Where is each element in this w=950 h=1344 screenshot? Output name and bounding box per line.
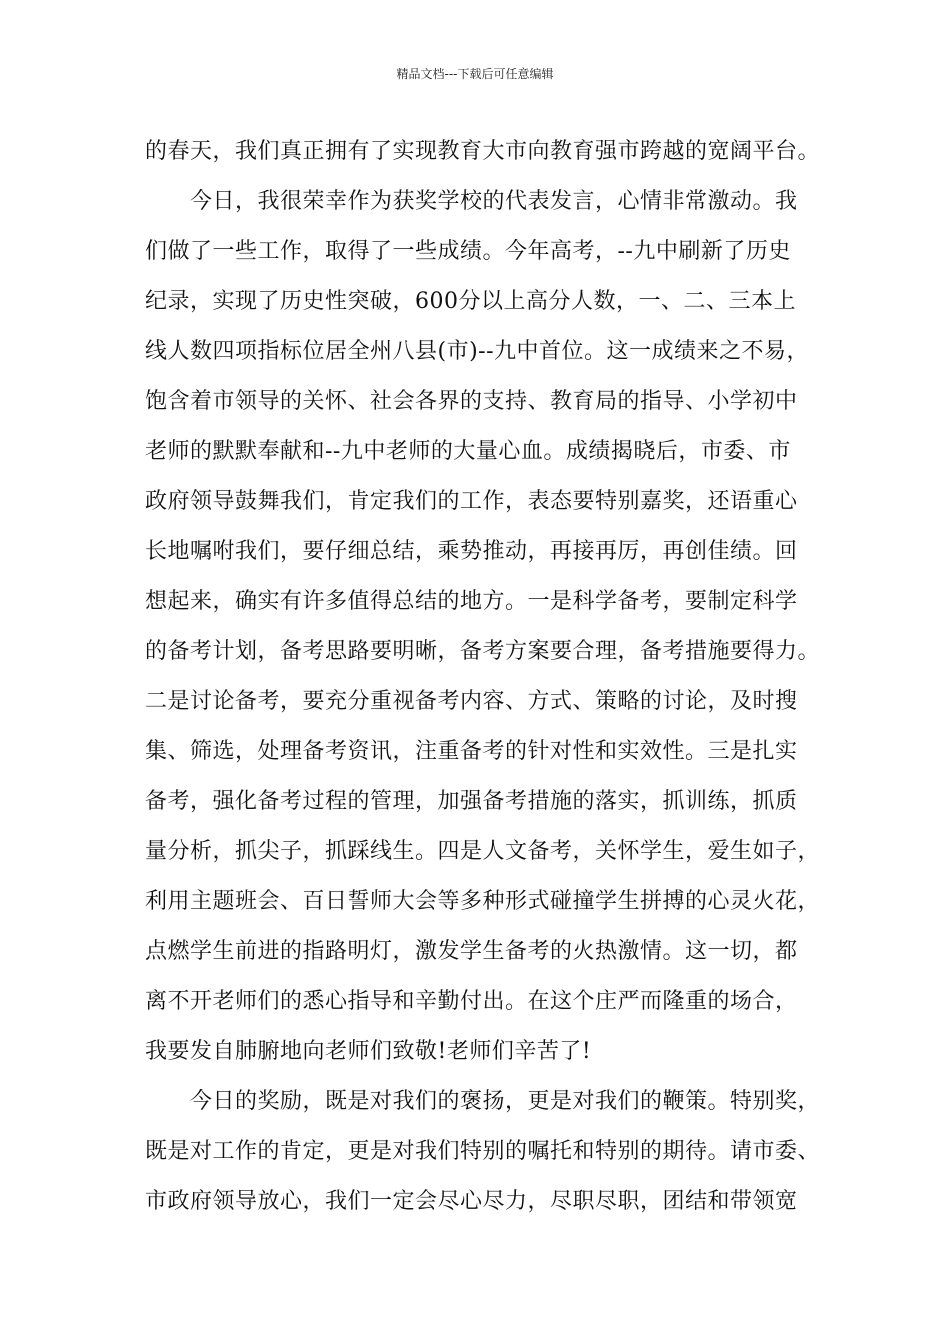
text-line: 的春天，我们真正拥有了实现教育大市向教育强市跨越的宽阔平台。 xyxy=(145,139,821,164)
text-line: 我要发自肺腑地向老师们致敬!老师们辛苦了! xyxy=(145,1039,592,1064)
text-line: 市政府领导放心，我们一定会尽心尽力，尽职尽职，团结和带领宽 xyxy=(145,1189,798,1214)
text-line: 集、筛选，处理备考资讯，注重备考的针对性和实效性。三是扎实 xyxy=(145,739,798,764)
text-line: 量分析，抓尖子，抓踩线生。四是人文备考，关怀学生，爱生如子， xyxy=(145,839,821,864)
text-line: 二是讨论备考，要充分重视备考内容、方式、策略的讨论，及时搜 xyxy=(145,689,798,714)
text-line: 政府领导鼓舞我们，肯定我们的工作，表态要特别嘉奖，还语重心 xyxy=(145,489,798,514)
text-line: 线人数四项指标位居全州八县(市)--九中首位。这一成绩来之不易， xyxy=(145,339,810,364)
text-line: 离不开老师们的悉心指导和辛勤付出。在这个庄严而隆重的场合， xyxy=(145,989,798,1014)
text-line: 们做了一些工作，取得了一些成绩。今年高考，--九中刷新了历史 xyxy=(145,239,791,264)
text-line: 的备考计划，备考思路要明晰，备考方案要合理，备考措施要得力。 xyxy=(145,639,821,664)
text-line: 利用主题班会、百日誓师大会等多种形式碰撞学生拼搏的心灵火花， xyxy=(145,889,821,914)
text-line: 纪录，实现了历史性突破，600分以上高分人数，一、二、三本上 xyxy=(145,289,796,314)
text-line: 想起来，确实有许多值得总结的地方。一是科学备考，要制定科学 xyxy=(145,589,798,614)
body-text xyxy=(145,127,835,1227)
text-line: 饱含着市领导的关怀、社会各界的支持、教育局的指导、小学初中 xyxy=(145,389,798,414)
text-line: 备考，强化备考过程的管理，加强备考措施的落实，抓训练，抓质 xyxy=(145,789,798,814)
text-line: 老师的默默奉献和--九中老师的大量心血。成绩揭晓后，市委、市 xyxy=(145,439,791,464)
text-line: 点燃学生前进的指路明灯，激发学生备考的火热激情。这一切，都 xyxy=(145,939,798,964)
text-line: 今日，我很荣幸作为获奖学校的代表发言，心情非常激动。我 xyxy=(145,189,798,214)
text-line: 今日的奖励，既是对我们的褒扬，更是对我们的鞭策。特别奖， xyxy=(145,1089,821,1114)
text-line: 既是对工作的肯定，更是对我们特别的嘱托和特别的期待。请市委、 xyxy=(145,1139,821,1164)
text-line: 长地嘱咐我们，要仔细总结，乘势推动，再接再厉，再创佳绩。回 xyxy=(145,539,798,564)
page-header: 精品文档---下载后可任意编辑 xyxy=(396,67,554,81)
